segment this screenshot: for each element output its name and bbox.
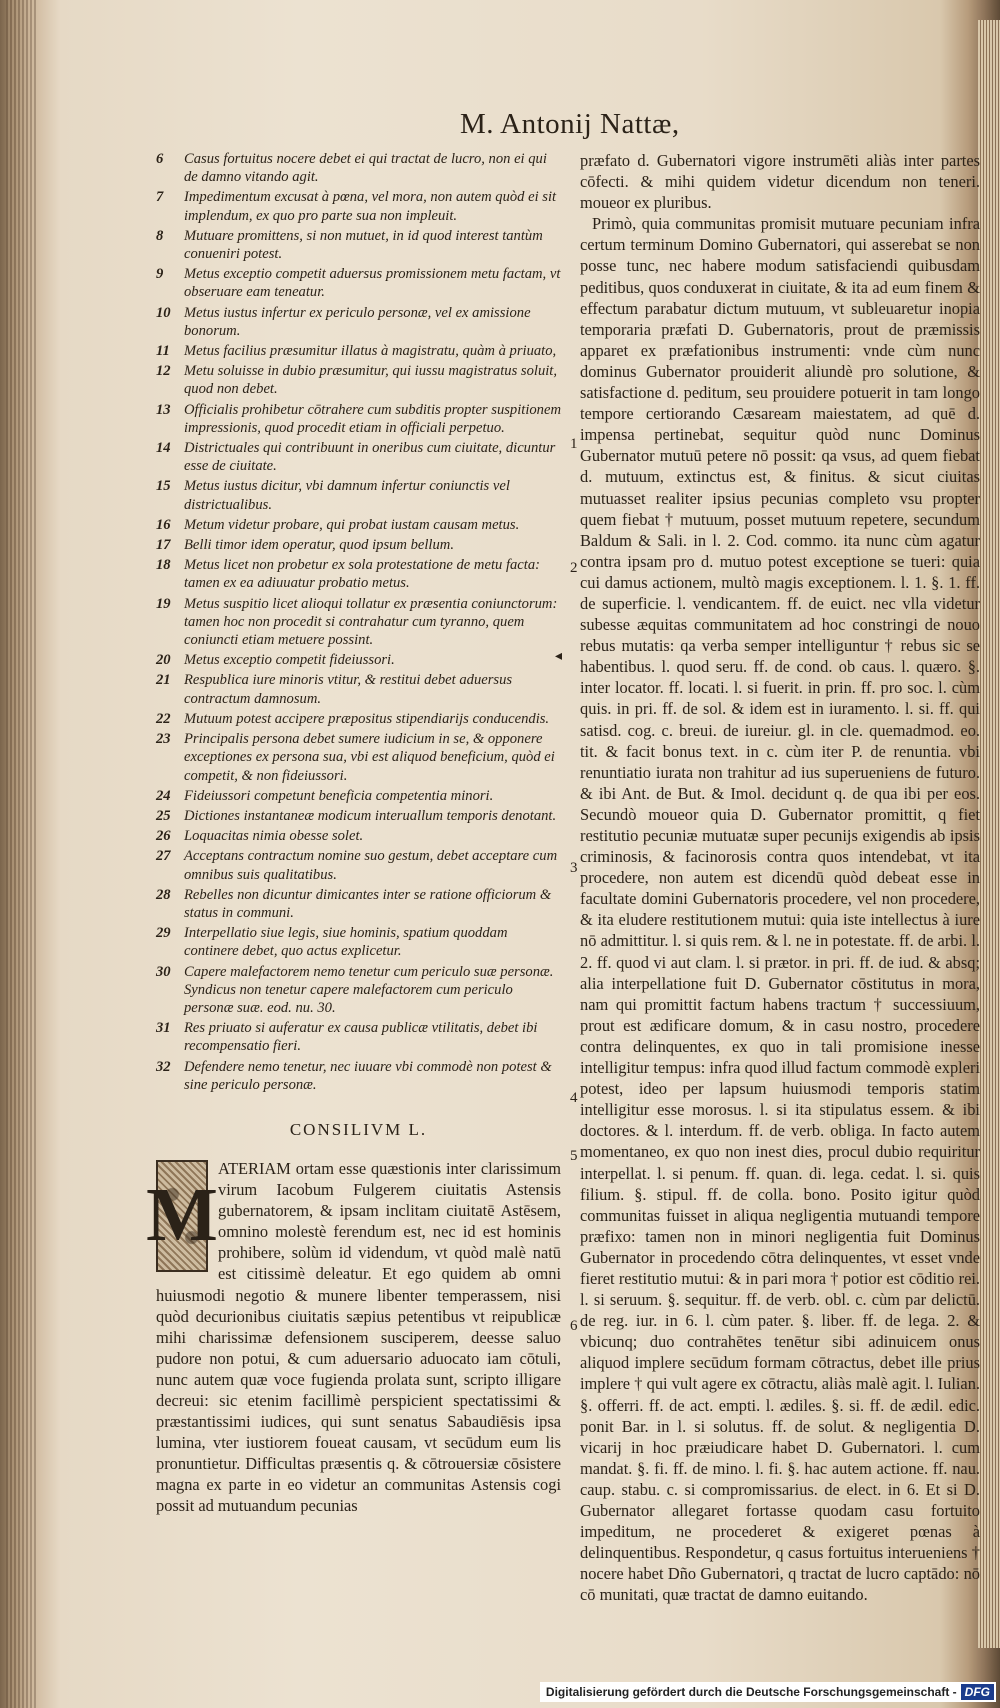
paragraph: præfato d. Gubernatori vigore instrumēti aliàs inter partes cōfecti. & mihi quidem videtur dicendum non teneri. moueor ex pluribus. (580, 151, 980, 213)
margin-note-number: 6 (570, 1318, 578, 1334)
summary-number: 11 (156, 343, 170, 360)
summary-text: Capere malefactorem nemo tenetur cum periculo suæ personæ. Syndicus non tenetur capere malefactorem cum periculo personæ suæ. eod. nu. 30. (184, 963, 554, 1016)
left-column (146, 150, 561, 1517)
summary-number: 13 (156, 401, 171, 418)
summary-item (156, 439, 561, 475)
summary-text: Mutuum potest accipere præpositus stipendiarijs conducendis. (184, 710, 550, 727)
credit-text: Digitalisierung gefördert durch die Deutsche Forschungsgemeinschaft - (545, 1685, 957, 1699)
summary-text: Metus iustus dicitur, vbi damnum infertur coniunctis vel districtualibus. (184, 478, 510, 513)
summary-item (156, 595, 561, 650)
summary-number: 10 (156, 304, 171, 321)
summary-item (156, 536, 561, 554)
summary-item (156, 787, 561, 805)
summary-number: 30 (156, 963, 171, 980)
summary-number: 28 (156, 886, 171, 903)
margin-arrow-mark: ◂ (555, 649, 563, 664)
dfg-logo: DFG (961, 1684, 994, 1700)
summary-text: Interpellatio siue legis, siue hominis, spatium quoddam continere debet, quo actus explicetur. (184, 925, 508, 960)
summary-text: Metum videtur probare, qui probat iustam causam metus. (184, 516, 520, 533)
summary-text: Dictiones instantaneæ modicum interuallum temporis denotant. (184, 807, 557, 824)
summary-text: Districtuales qui contribuunt in oneribus cum ciuitate, dicuntur esse de ciuitate. (184, 440, 556, 475)
summary-item (156, 150, 561, 186)
summary-number: 18 (156, 557, 171, 574)
summary-text: Respublica iure minoris vtitur, & restitui debet aduersus contractum damnosum. (184, 672, 513, 707)
summary-text: Acceptans contractum nomine suo gestum, debet acceptare cum omnibus suis qualitatibus. (184, 848, 558, 883)
summary-text: Officialis prohibetur cōtrahere cum subditis propter suspitionem impressionis, quod procedit etiam in officiali perpetuo. (184, 401, 561, 436)
summary-item (156, 963, 561, 1018)
summary-number: 24 (156, 787, 171, 804)
margin-note-number: 4 (570, 1090, 578, 1106)
summary-text: Impedimentum excusat à pœna, vel mora, non autem quòd ei sit implendum, ex quo pro parte sua non impleuit. (184, 189, 557, 224)
page-edges (978, 20, 1000, 1648)
summary-text: Belli timor idem operatur, quod ipsum bellum. (184, 537, 454, 554)
summary-text: Defendere nemo tenetur, nec iuuare vbi commodè non potest & sine periculo personæ. (184, 1058, 552, 1093)
summary-text: Metus facilius præsumitur illatus à magistratu, quàm à priuato, (184, 343, 557, 360)
summary-number: 26 (156, 828, 171, 845)
summary-number: 29 (156, 925, 171, 942)
summary-list (156, 150, 561, 1094)
summary-item (156, 671, 561, 707)
summary-item (156, 1058, 561, 1094)
summary-item (156, 886, 561, 922)
summary-number: 6 (156, 151, 164, 167)
summary-item (156, 342, 561, 360)
summary-item (156, 227, 561, 263)
consilium-body: ATERIAM ortam esse quæstionis inter clarissimum virum Iacobum Fulgerem ciuitatis Astensis gubernatorem, & ipsam inclitam ciuitatē Astēsem, omnino molestè ferendum est, nec id est hominis prohibere, solùm id videndum, vt quòd malè natū est citissimè deleatur. Et ego quidem ab omni huiusmodi negotio & munere libenter temperassem, nisi quòd decurionibus ciuitatis sæpius petentibus vt reipublicæ mihi charissimæ defensionem susciperem, deesse saluo pudore non potui, & cum aduersario aduocato iam cōtuli, nunc autem quæ voce fugienda prolata sunt, scripto illigare decreui: sic etenim facillimè perspicient spectatissimi & præstantissimi iudices, qui sunt senatus Sabaudiēsis ipsa lumina, vter iustiorem foueat causam, vt secūdum eum lis pronuntietur. Difficultas præsentis q. & cōtrouersiæ cōsistere magna ex parte in eo videtur an communitas Astensis cogi possit ad mutuandum pecunias (156, 1158, 561, 1516)
summary-number: 15 (156, 478, 171, 495)
summary-text: Casus fortuitus nocere debet ei qui tractat de lucro, non ei qui de damno vitando agit. (184, 151, 547, 186)
summary-number: 25 (156, 807, 171, 824)
summary-number: 17 (156, 537, 171, 554)
summary-text: Metus suspitio licet alioqui tollatur ex præsentia coniunctorum: tamen hoc non procedit si contrahatur cum tyranno, quem coniuncti etiam metuere possint. (184, 595, 558, 649)
digitization-credit (540, 1682, 996, 1702)
summary-item (156, 477, 561, 513)
summary-item (156, 304, 561, 340)
summary-text: Mutuare promittens, si non mutuet, in id quod interest tantùm conueniri potest. (184, 227, 543, 263)
summary-text: Metu soluisse in dubio præsumitur, qui iussu magistratus soluit, quod non debet. (184, 363, 557, 398)
summary-text: Rebelles non dicuntur dimicantes inter se ratione officiorum & status in communi. (184, 886, 552, 921)
summary-item (156, 265, 561, 301)
summary-text: Metus licet non probetur ex sola protestatione de metu facta: tamen ex ea adiuuatur probatio metus. (184, 557, 540, 592)
summary-text: Res priuato si auferatur ex causa publicæ vtilitatis, debet ibi recompensatio fieri. (184, 1020, 538, 1055)
summary-text: Fideiussori competunt beneficia competentia minori. (184, 787, 494, 804)
summary-number: 9 (156, 266, 164, 283)
summary-number: 8 (156, 227, 164, 244)
summary-number: 23 (156, 731, 171, 748)
summary-text: Loquacitas nimia obesse solet. (184, 828, 364, 845)
summary-number: 22 (156, 710, 171, 727)
summary-text: Principalis persona debet sumere iudicium in se, & opponere exceptiones ex persona sua, vbi est aliquod beneficium, quòd ei competit, & non fideiussori. (184, 731, 555, 784)
margin-note-number: 2 (570, 560, 578, 576)
margin-note-number: 3 (570, 860, 578, 876)
summary-text: Metus exceptio competit fideiussori. (184, 652, 395, 669)
summary-item (156, 924, 561, 960)
summary-number: 12 (156, 363, 171, 380)
summary-text: Metus iustus infertur ex periculo personæ, vel ex amissione bonorum. (184, 304, 531, 339)
summary-item (156, 556, 561, 592)
consilium-title: CONSILIVM L. (289, 1119, 428, 1139)
summary-number: 27 (156, 848, 171, 865)
summary-item (156, 730, 561, 785)
book-binding (6, 0, 36, 1708)
summary-number: 16 (156, 516, 171, 533)
summary-item (156, 807, 561, 825)
summary-item (156, 651, 561, 669)
summary-item (156, 710, 561, 728)
summary-number: 21 (156, 672, 171, 689)
summary-number: 32 (156, 1058, 171, 1075)
summary-item (156, 516, 561, 534)
summary-item (156, 847, 561, 883)
summary-number: 20 (156, 652, 171, 669)
summary-item (156, 188, 561, 224)
summary-number: 31 (156, 1020, 171, 1037)
paragraph: Primò, quia communitas promisit mutuare pecuniam infra certum terminum Domino Gubernatori, qui asserebat se non posse tunc, nec habere modum satisfaciendi quibusdam peditibus, quos conduxerat in ciuitate, & ita ad eum finem & effectum parabatur dictum mutuum, vt subleuaretur inopia temporaria præfati D. Gubernatoris, prout de præmissis apparet ex præfationibus instrumenti: vnde cùm nunc dominus Gubernator prouiderit aliundè pro solutione, & satisfactione d. peditum, seu prouidere potuerit in tam longo tempore certiorando Cæsaream maiestatem, ad quē d. impensa pertinebat, sequitur quòd nunc Dominus Gubernator mutuū petere nō possit: qa vsus, ad quem fiebat d. mutuum, extinctus est, & finitus. & sicut ciuitas mutuasset realiter ipsius pecunias completo vsu propter quem fiebat † mutuum, posset mutuum repetere, secundum Baldum & Sali. in l. 2. Cod. commo. ita nunc cùm agatur contra ipsam pro d. mutuo potest exceptione se tueri: quia cui damus actionem, multò magis exceptionem. l. 1. §. 1. ff. de superficie. l. vendicantem. ff. de euict. nec vlla videtur subesse æquitas communitatem ad hoc constringi de nouo rebus mutatis: qa verba semper intelliguntur † rebus sic se habentibus. l. quod seru. ff. de cond. ob caus. l. quæro. §. inter locator. ff. locati. l. si fuerit. in prin. ff. pro soc. l. cùm quis. in pri. ff. de sol. & idem est in iuramento. l. si. ff. qui satisd. cog. c. breui. de iureiur. gl. in cle. quemadmod. eo. tit. & facit bonus text. in c. cùm iter P. de renuntia. vbi renuntiatio iurata non trahitur ad ius superueniens de futuro. & ibi Ant. de But. & Imol. decidunt q. de qua ibi per eos. Secundò moueor quia D. Gubernator promittit, q fiet restitutio pecuniæ mutuatæ super pecunijs exigendis ab ipsis criminosis, & facinorosis contra quos intendebat, vt ita procedere, non autem est dicendū quòd debeat esse in facultate domini Gubernatoris procedere, vel non procedere, & ita eludere restitutionem mutui: quia iste intellectus à iure nō admittitur. l. si quis rem. & l. ne in potestate. ff. de arbi. l. 2. ff. quod vi aut clam. l. si prætor. in pri. ff. de iud. & absq; alia interpellatione fuit D. Gubernator cōstitutus in mora, nam qui promittit factum habens tractum † successiuum, prout est ædificare domum, & in casu nostro, procedere contra delinquentes, ex quo in tali promisione inesse intelligitur tempus: infra quod illud factum commodè expleri potest, ideo per lapsum huiusmodi temporis statim intelligitur esse morosus. l. si ita stipulatus essem. & ibi doctores. & l. interdum. ff. de verb. obliga. In facto autem momentaneo, ex quo non inest dies, procul dubio requiritur interpellat. l. si penum. ff. quan. di. lega. cedat. l. si. quis filium. §. stipul. ff. de colla. bono. Posito igitur quòd communitas fuisset in aliqua negligentia mutuandi tempore præfixo: tamen non in minori negligentia fuit Dominus Gubernator in procedendo cōtra delinquentes, vt esset vnde fieret restitutio mutui: & in pari mora † potior est cōditio rei. l. si seruum. §. sequitur. ff. de verb. obl. c. cùm par delictū. de reg. iur. in 6. l. cùm pater. §. liber. ff. de lega. 2. & vbicunq; duo contrahētes tenētur sibi adinuicem onus aliquod implere secūdum formam cōtractus, debet ille prius implere † qui vult agere ex cōtractu, aliàs malè agit. l. Iulian. §. offerri. ff. de act. empti. l. ædiles. §. si. ff. de ædil. edic. ponit Bar. in l. si solutus. ff. de solut. & negligentia D. vicarij in hoc præiudicare habet D. Gubernatori. l. cum mandat. §. fi. ff. de mino. l. fi. §. hac autem actione. ff. nau. caup. stabu. c. si compromissarius. de elect. in 6. Et si D. Gubernator allegaret fortasse quodam casu fortuito impeditum, ne procederet & exigeret pœnas à delinquentibus. Respondetur, q casus fortuitus interueniens † nocere habet Dño Gubernatori, q tractat de lucro captādo: nō cō munitati, quæ tractat de damno euitando. (580, 214, 980, 1605)
summary-text: Metus exceptio competit aduersus promissionem metu factam, vt obseruare eam teneatur. (184, 266, 561, 301)
summary-number: 14 (156, 440, 171, 457)
summary-item (156, 362, 561, 398)
right-column (580, 150, 980, 1605)
consilium-text (146, 1158, 561, 1517)
summary-number: 7 (156, 189, 164, 206)
margin-note-number: 5 (570, 1148, 578, 1164)
decorated-initial (146, 1160, 218, 1272)
summary-item (156, 401, 561, 437)
summary-item (156, 827, 561, 845)
margin-note-number: 1 (570, 436, 578, 452)
summary-item (156, 1019, 561, 1055)
initial-letter: M (146, 1173, 218, 1258)
running-title: M. Antonij Nattæ, (460, 108, 680, 140)
summary-number: 19 (156, 595, 171, 612)
